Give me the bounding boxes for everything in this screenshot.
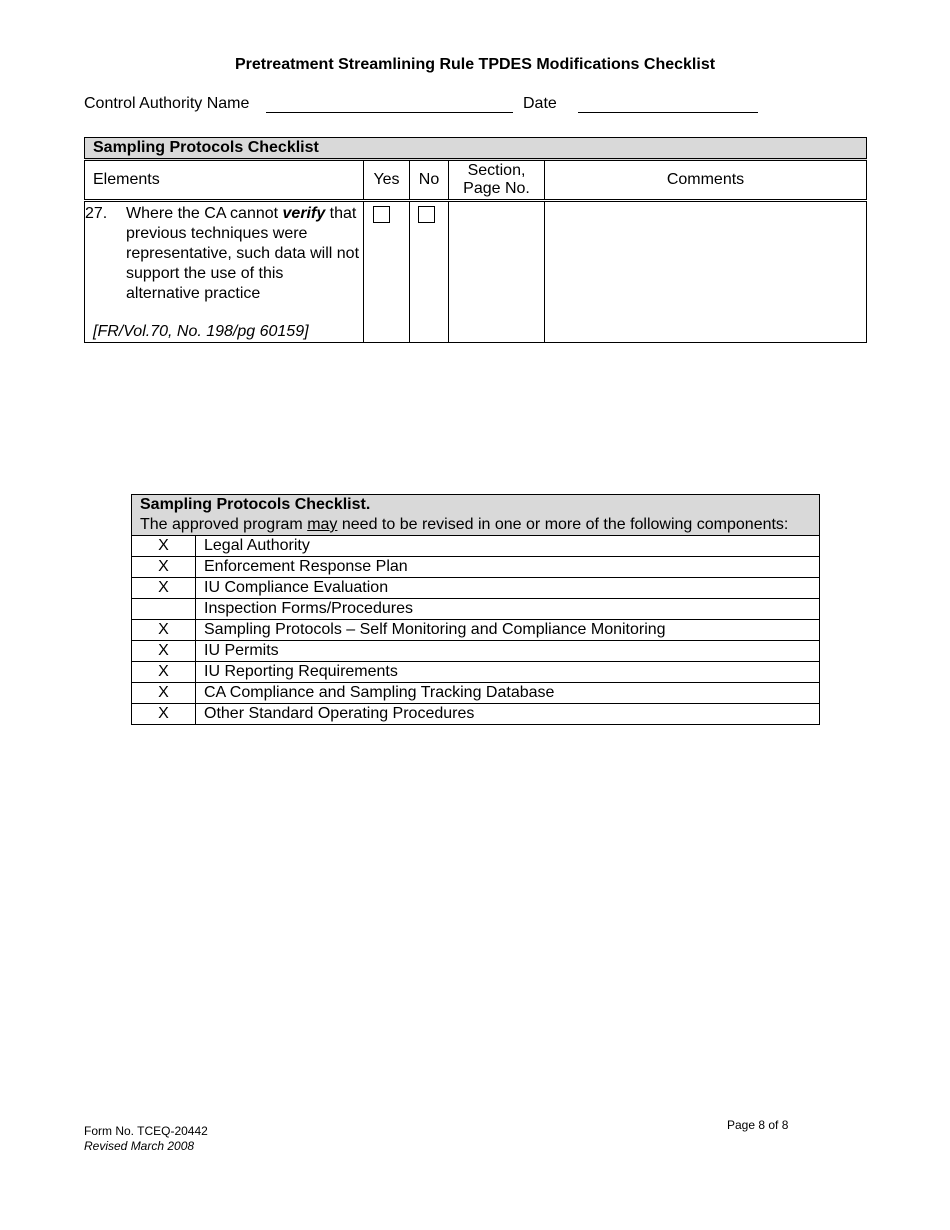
- table-row: [132, 536, 820, 557]
- col-section-page: [449, 160, 545, 201]
- table-row: [85, 201, 867, 343]
- table-row: [132, 662, 820, 683]
- footer-form-info: [84, 1124, 208, 1154]
- table-row: [132, 599, 820, 620]
- component-label: IU Reporting Requirements: [196, 662, 820, 683]
- table-row: [132, 578, 820, 599]
- item-text: [126, 204, 359, 304]
- components-title: Sampling Protocols Checklist.: [140, 496, 371, 513]
- component-mark: X: [132, 641, 196, 662]
- component-label: IU Compliance Evaluation: [196, 578, 820, 599]
- col-elements: Elements: [85, 160, 364, 201]
- revised-date: Revised March 2008: [84, 1139, 195, 1153]
- item-text-after: that previous techniques were representative, such data will not support the use of this alternative practice: [126, 205, 360, 302]
- page-title: Pretreatment Streamlining Rule TPDES Modifications Checklist: [234, 56, 716, 73]
- table-row: [132, 704, 820, 725]
- component-mark: X: [132, 662, 196, 683]
- component-mark: X: [132, 578, 196, 599]
- item-text-emphasis: verify: [282, 205, 326, 222]
- component-label: Inspection Forms/Procedures: [196, 599, 820, 620]
- component-mark: [132, 599, 196, 620]
- component-mark: X: [132, 557, 196, 578]
- item-text-before: Where the CA cannot: [126, 205, 283, 222]
- component-label: Sampling Protocols – Self Monitoring and Compliance Monitoring: [196, 620, 820, 641]
- component-mark: X: [132, 683, 196, 704]
- item-number: 27.: [85, 205, 108, 222]
- no-cell: [410, 201, 449, 343]
- col-section-label: Section,: [467, 162, 526, 179]
- components-table: [131, 494, 820, 725]
- table-row: [132, 683, 820, 704]
- col-page-label: Page No.: [463, 180, 530, 197]
- comments-cell[interactable]: [545, 201, 867, 343]
- table-row: [132, 641, 820, 662]
- control-authority-field[interactable]: [266, 112, 513, 113]
- intro-after: need to be revised in one or more of the following components:: [337, 516, 789, 533]
- table-row: [132, 620, 820, 641]
- element-cell: [85, 201, 364, 343]
- component-label: Other Standard Operating Procedures: [196, 704, 820, 725]
- component-mark: X: [132, 704, 196, 725]
- page-number: Page 8 of 8: [727, 1118, 789, 1132]
- checklist-column-headers: [85, 160, 867, 201]
- col-yes: Yes: [364, 160, 410, 201]
- section-page-cell[interactable]: [449, 201, 545, 343]
- control-authority-label: Control Authority Name: [84, 95, 250, 112]
- components-header: [132, 495, 820, 536]
- table-row: [132, 557, 820, 578]
- component-mark: X: [132, 620, 196, 641]
- yes-checkbox[interactable]: [373, 206, 390, 223]
- component-label: Enforcement Response Plan: [196, 557, 820, 578]
- no-checkbox[interactable]: [418, 206, 435, 223]
- component-label: IU Permits: [196, 641, 820, 662]
- col-no: No: [410, 160, 449, 201]
- component-mark: X: [132, 536, 196, 557]
- checklist-table-header: Sampling Protocols Checklist: [85, 138, 867, 160]
- date-label: Date: [523, 95, 557, 112]
- intro-before: The approved program: [140, 516, 308, 533]
- date-field[interactable]: [578, 112, 758, 113]
- components-intro: [140, 515, 811, 535]
- component-label: CA Compliance and Sampling Tracking Database: [196, 683, 820, 704]
- yes-cell: [364, 201, 410, 343]
- col-comments: Comments: [545, 160, 867, 201]
- form-number: Form No. TCEQ-20442: [84, 1124, 208, 1138]
- intro-underlined: may: [307, 516, 338, 533]
- sampling-protocols-checklist-table: [84, 137, 867, 343]
- item-reference: [FR/Vol.70, No. 198/pg 60159]: [93, 323, 309, 340]
- component-label: Legal Authority: [196, 536, 820, 557]
